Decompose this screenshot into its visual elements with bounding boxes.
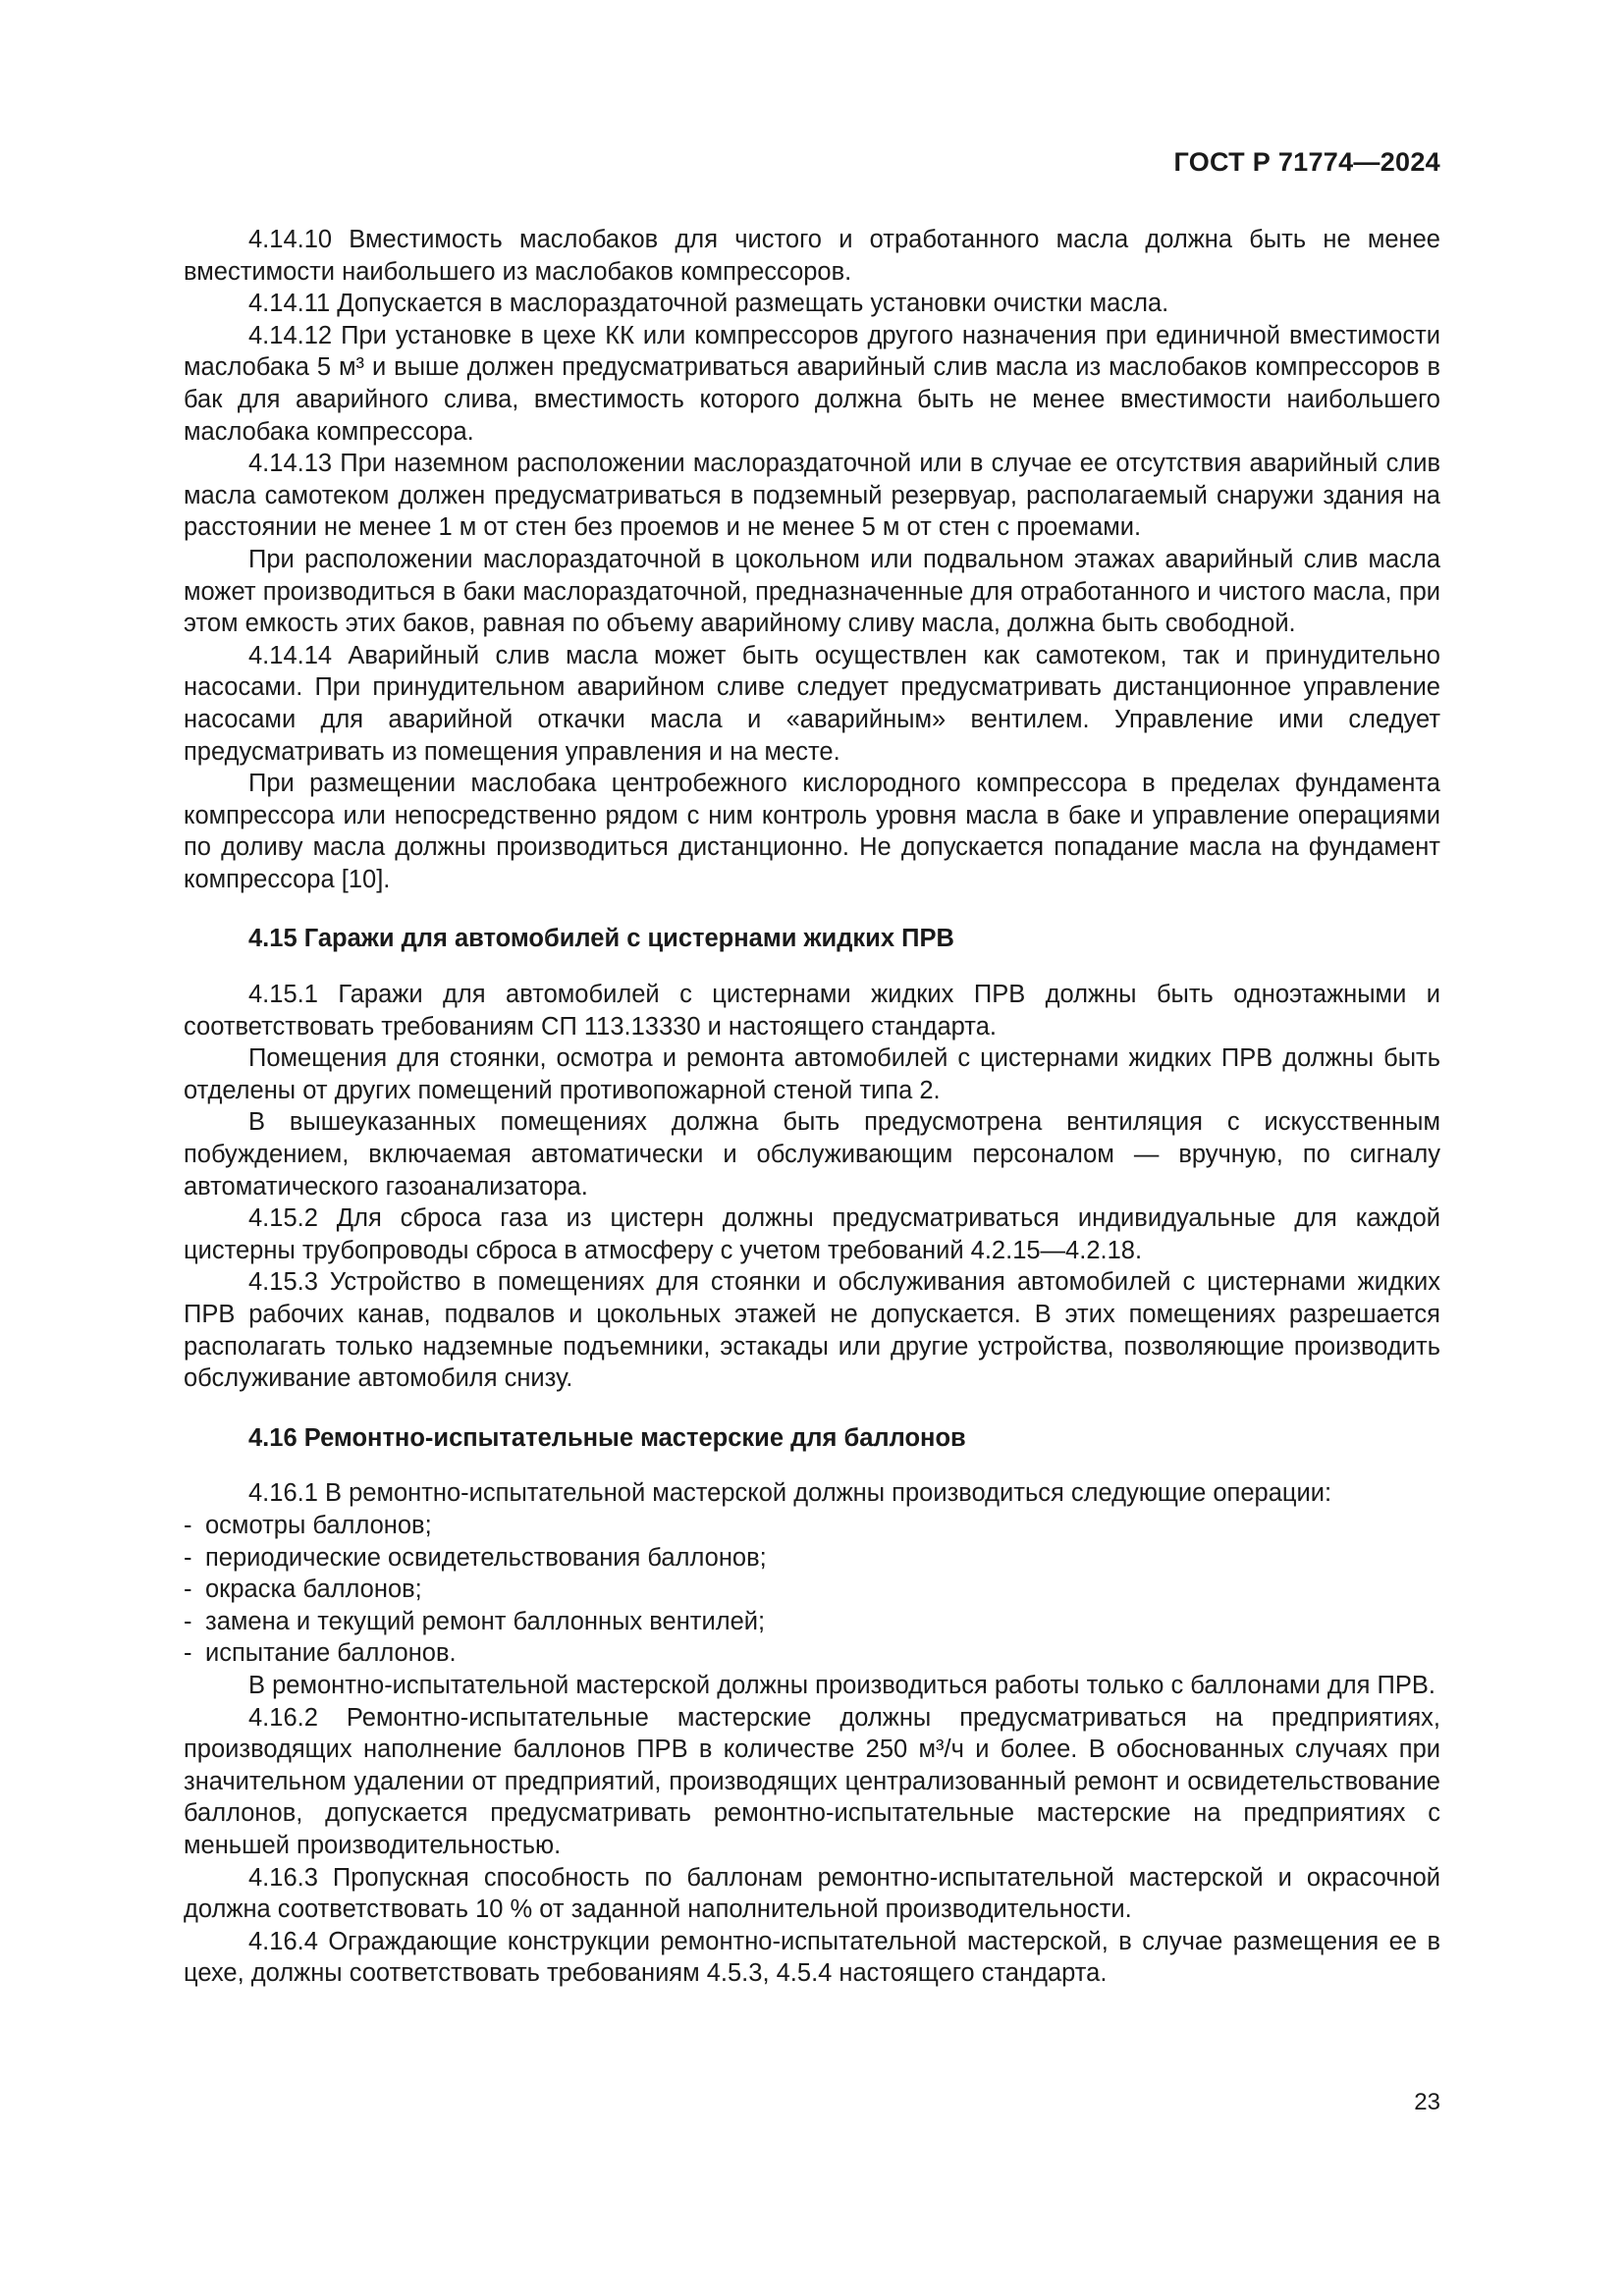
paragraph: 4.15.3 Устройство в помещениях для стоянки и обслуживания автомобилей с цистернами жидких ПРВ рабочих канав, подвалов и цокольных этажей не допускается. В этих помещениях разрешается располагать только надземные подъемники, эстакады или другие устройства, позволяющие производить обслуживание автомобиля снизу.: [184, 1268, 1440, 1393]
list-item: [184, 1510, 1440, 1542]
paragraph: 4.16.3 Пропускная способность по баллонам ремонтно-испытательной мастерской и окрасочной должна соответствовать 10 % от заданной наполнительной производительности.: [184, 1863, 1440, 1924]
dash-marker: -: [184, 1607, 192, 1635]
document-body: [184, 224, 1440, 1990]
list-item: [184, 1637, 1440, 1670]
paragraph: 4.14.10 Вместимость маслобаков для чистого и отработанного масла должна быть не менее вместимости наибольшего из маслобаков компрессоров.: [184, 226, 1440, 286]
paragraph: 4.14.13 При наземном расположении маслораздаточной или в случае ее отсутствия аварийный слив масла самотеком должен предусматриваться в подземный резервуар, располагаемый снаружи здания на расстоянии не менее 1 м от стен без проемов и не менее 5 м от стен с проемами.: [184, 450, 1440, 542]
dash-marker: -: [184, 1543, 192, 1572]
list-item: [184, 1606, 1440, 1638]
list-item-text: испытание баллонов.: [205, 1639, 457, 1668]
dash-marker: -: [184, 1639, 192, 1668]
list-item-text: периодические освидетельствования баллонов;: [205, 1543, 767, 1572]
section-heading-4-16: 4.16 Ремонтно-испытательные мастерские для баллонов: [248, 1423, 966, 1452]
list-item-text: осмотры баллонов;: [205, 1511, 432, 1539]
list-item-text: замена и текущий ремонт баллонных вентилей;: [205, 1607, 766, 1635]
paragraph: Помещения для стоянки, осмотра и ремонта автомобилей с цистернами жидких ПРВ должны быть отделены от других помещений противопожарной стеной типа 2.: [184, 1044, 1440, 1104]
list-item: [184, 1542, 1440, 1575]
section-heading-4-15: 4.15 Гаражи для автомобилей с цистернами жидких ПРВ: [248, 925, 954, 953]
paragraph: 4.14.12 При установке в цехе КК или компрессоров другого назначения при единичной вместимости маслобака 5 м³ и выше должен предусматриваться аварийный слив масла из маслобаков компрессоров в бак для аварийного слива, вместимость которого должна быть не менее вместимости наибольшего маслобака компрессора.: [184, 321, 1440, 446]
operations-list: [184, 1510, 1440, 1670]
paragraph: 4.16.4 Ограждающие конструкции ремонтно-испытательной мастерской, в случае размещения ее в цехе, должны соответствовать требованиям 4.5.3, 4.5.4 настоящего стандарта.: [184, 1927, 1440, 1988]
paragraph: 4.14.14 Аварийный слив масла может быть осуществлен как самотеком, так и принудительно насосами. При принудительном аварийном сливе следует предусматривать дистанционное управление насосами для аварийной откачки масла и «аварийным» вентилем. Управление ими следует предусматривать из помещения управления и на месте.: [184, 641, 1440, 766]
paragraph: При размещении маслобака центробежного кислородного компрессора в пределах фундамента компрессора или непосредственно рядом с ним контроль уровня масла в баке и управление операциями по доливу масла должны производиться дистанционно. Не допускается попадание масла на фундамент компрессора [10].: [184, 770, 1440, 893]
list-item-text: окраска баллонов;: [205, 1575, 422, 1604]
paragraph: 4.14.11 Допускается в маслораздаточной размещать установки очистки масла.: [248, 290, 1169, 318]
paragraph: При расположении маслораздаточной в цокольном или подвальном этажах аварийный слив масла может производиться в баки маслораздаточной, предназначенные для отработанного и чистого масла, при этом емкость этих баков, равная по объему аварийному сливу масла, должна быть свободной.: [184, 545, 1440, 638]
paragraph: 4.15.2 Для сброса газа из цистерн должны предусматриваться индивидуальные для каждой цистерны трубопроводы сброса в атмосферу с учетом требований 4.2.15—4.2.18.: [184, 1204, 1440, 1264]
dash-marker: -: [184, 1575, 192, 1604]
list-item: [184, 1574, 1440, 1606]
paragraph: 4.15.1 Гаражи для автомобилей с цистернами жидких ПРВ должны быть одноэтажными и соответствовать требованиям СП 113.13330 и настоящего стандарта.: [184, 981, 1440, 1041]
page-number: 23: [1414, 2089, 1440, 2115]
document-code-header: ГОСТ Р 71774—2024: [1173, 147, 1440, 177]
paragraph: 4.16.2 Ремонтно-испытательные мастерские должны предусматриваться на предприятиях, производящих наполнение баллонов ПРВ в количестве 250 м³/ч и более. В обоснованных случаях при значительном удалении от предприятий, производящих централизованный ремонт и освидетельствование баллонов, допускается предусматривать ремонтно-испытательные мастерские на предприятиях с меньшей производительностью.: [184, 1703, 1440, 1859]
paragraph: В вышеуказанных помещениях должна быть предусмотрена вентиляция с искусственным побуждением, включаемая автоматически и обслуживающим персоналом — вручную, по сигналу автоматического газоанализатора.: [184, 1108, 1440, 1201]
paragraph: 4.16.1 В ремонтно-испытательной мастерской должны производиться следующие операции:: [248, 1479, 1332, 1508]
paragraph: В ремонтно-испытательной мастерской должны производиться работы только с баллонами для ПРВ.: [248, 1671, 1435, 1699]
dash-marker: -: [184, 1511, 192, 1539]
